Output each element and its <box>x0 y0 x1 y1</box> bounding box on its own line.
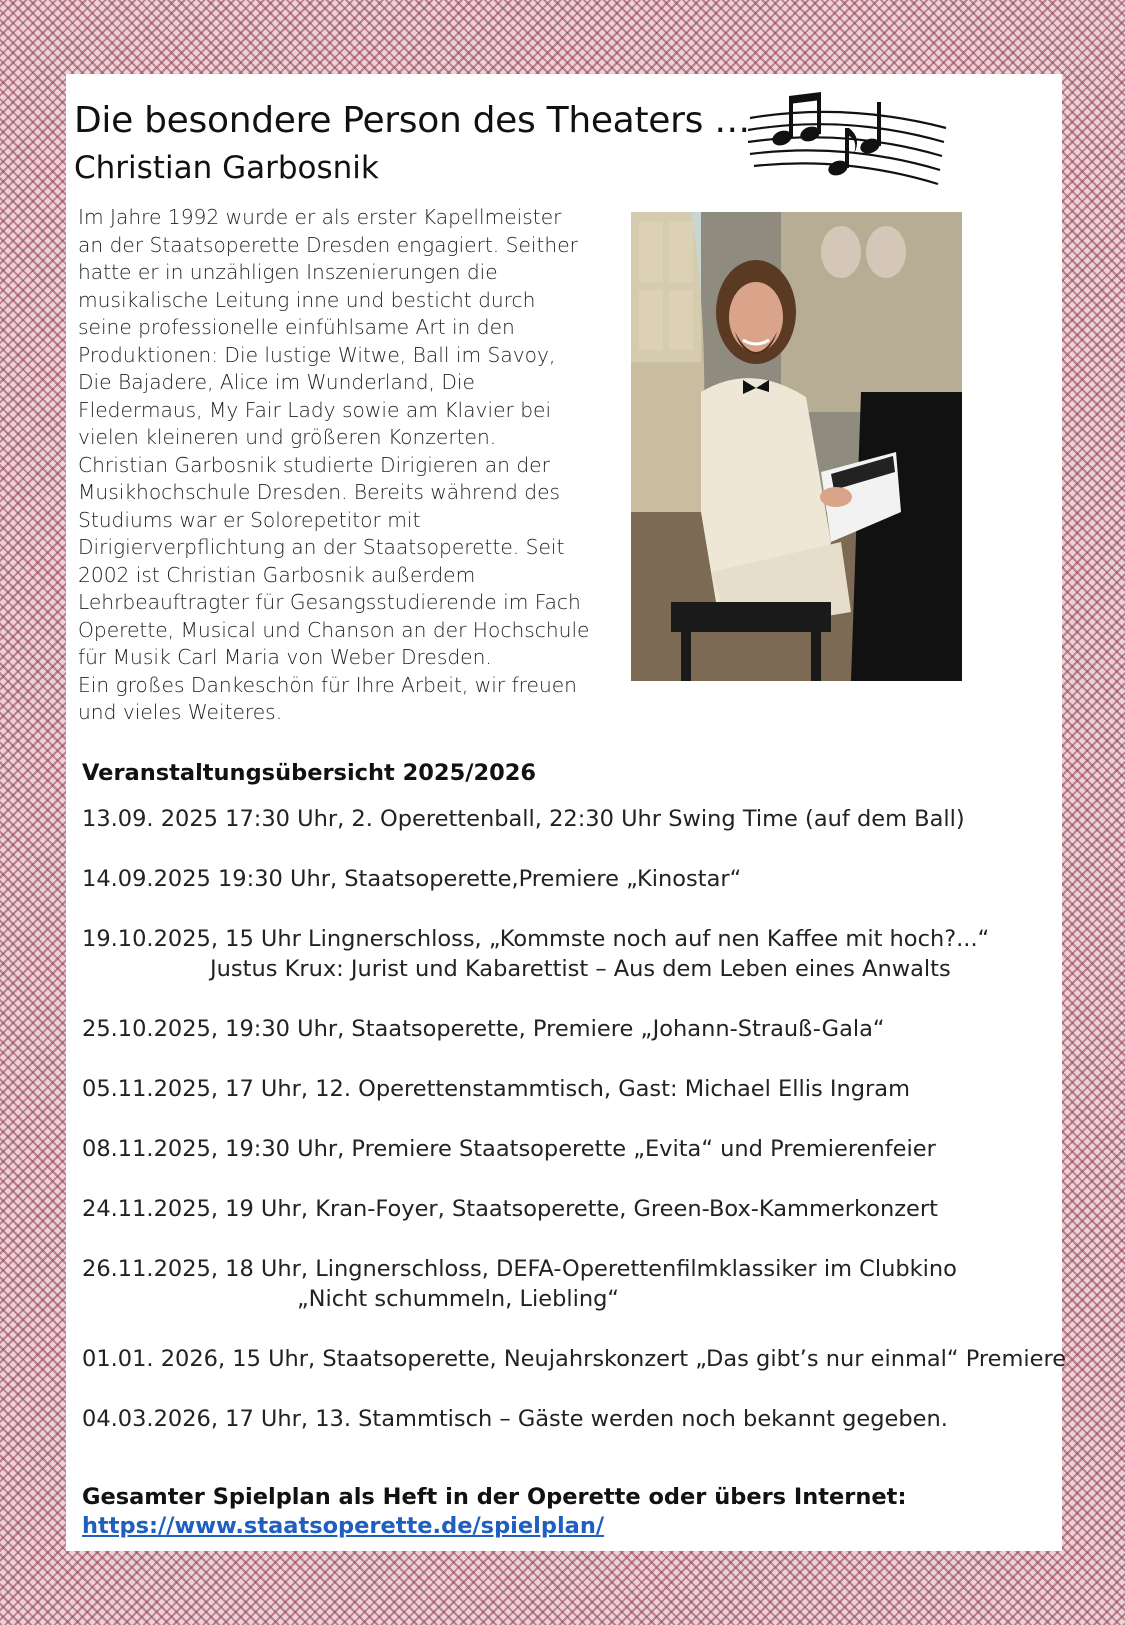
event-continuation: Justus Krux: Jurist und Kabarettist – Aus dem Leben eines Anwalts <box>210 956 951 982</box>
person-name: Christian Garbosnik <box>74 150 379 186</box>
event-line: 05.11.2025, 17 Uhr, 12. Operettenstammtisch, Gast: Michael Ellis Ingram <box>82 1076 911 1102</box>
music-notes-icon <box>746 88 956 198</box>
event-item <box>82 1254 1057 1344</box>
bio-paragraph: Christian Garbosnik studierte Dirigieren an der Musikhochschule Dresden. Bereits während des Studiums war er Solorepetitor mit Dirigierverpflichtung an der Staatsoperette. Seit 2002 ist Christian Garbosnik außerdem Lehrbeauftragter für Gesangsstudierende im Fach Operette, Musical und Chanson an der Hochschule für Musik Carl Maria von Weber Dresden. <box>78 452 590 669</box>
bio-paragraph: Ein großes Dankeschön für Ihre Arbeit, wir freuen und vieles Weiteres. <box>78 672 577 724</box>
event-line: 25.10.2025, 19:30 Uhr, Staatsoperette, Premiere „Johann-Strauß-Gala“ <box>82 1016 885 1042</box>
page-title: Die besondere Person des Theaters … <box>74 100 750 141</box>
newsletter-page <box>66 74 1067 1551</box>
event-item <box>82 804 1057 864</box>
event-item <box>82 924 1057 1014</box>
event-line: 26.11.2025, 18 Uhr, Lingnerschloss, DEFA-Operettenfilmklassiker im Clubkino <box>82 1256 957 1282</box>
event-item <box>82 1014 1057 1074</box>
event-line: 14.09.2025 19:30 Uhr, Staatsoperette,Premiere „Kinostar“ <box>82 866 742 892</box>
event-line: 01.01. 2026, 15 Uhr, Staatsoperette, Neujahrskonzert „Das gibt’s nur einmal“ Premiere <box>82 1346 1067 1372</box>
bio-paragraph: Im Jahre 1992 wurde er als erster Kapellmeister an der Staatsoperette Dresden engagiert. Seither hatte er in unzähligen Inszenierungen die musikalische Leitung inne und besticht durch seine professionelle einfühlsame Art in den Produktionen: Die lustige Witwe, Ball im Savoy, Die Bajadere, Alice im Wunderland, Die Fledermaus, My Fair Lady sowie am Klavier bei vielen kleineren und größeren Konzerten. <box>78 205 578 449</box>
footer-text: Gesamter Spielplan als Heft in der Operette oder übers Internet: <box>82 1484 907 1510</box>
portrait-photo <box>631 212 962 681</box>
spielplan-link[interactable]: https://www.staatsoperette.de/spielplan/ <box>82 1513 605 1539</box>
event-list <box>82 804 1067 1464</box>
event-item <box>82 1134 1057 1194</box>
event-line: 04.03.2026, 17 Uhr, 13. Stammtisch – Gäste werden noch bekannt gegeben. <box>82 1406 948 1432</box>
biography-text <box>78 204 593 727</box>
event-item <box>82 1404 1057 1464</box>
event-item <box>82 1194 1057 1254</box>
event-line: 19.10.2025, 15 Uhr Lingnerschloss, „Kommste noch auf nen Kaffee mit hoch?...“ <box>82 926 990 952</box>
event-line: 08.11.2025, 19:30 Uhr, Premiere Staatsoperette „Evita“ und Premierenfeier <box>82 1136 936 1162</box>
event-continuation: „Nicht schummeln, Liebling“ <box>297 1286 620 1312</box>
event-line: 13.09. 2025 17:30 Uhr, 2. Operettenball, 22:30 Uhr Swing Time (auf dem Ball) <box>82 806 965 832</box>
event-line: 24.11.2025, 19 Uhr, Kran-Foyer, Staatsoperette, Green-Box-Kammerkonzert <box>82 1196 938 1222</box>
event-item <box>82 1074 1057 1134</box>
schedule-title: Veranstaltungsübersicht 2025/2026 <box>82 760 537 786</box>
event-item <box>82 1344 1067 1404</box>
event-item <box>82 864 1057 924</box>
